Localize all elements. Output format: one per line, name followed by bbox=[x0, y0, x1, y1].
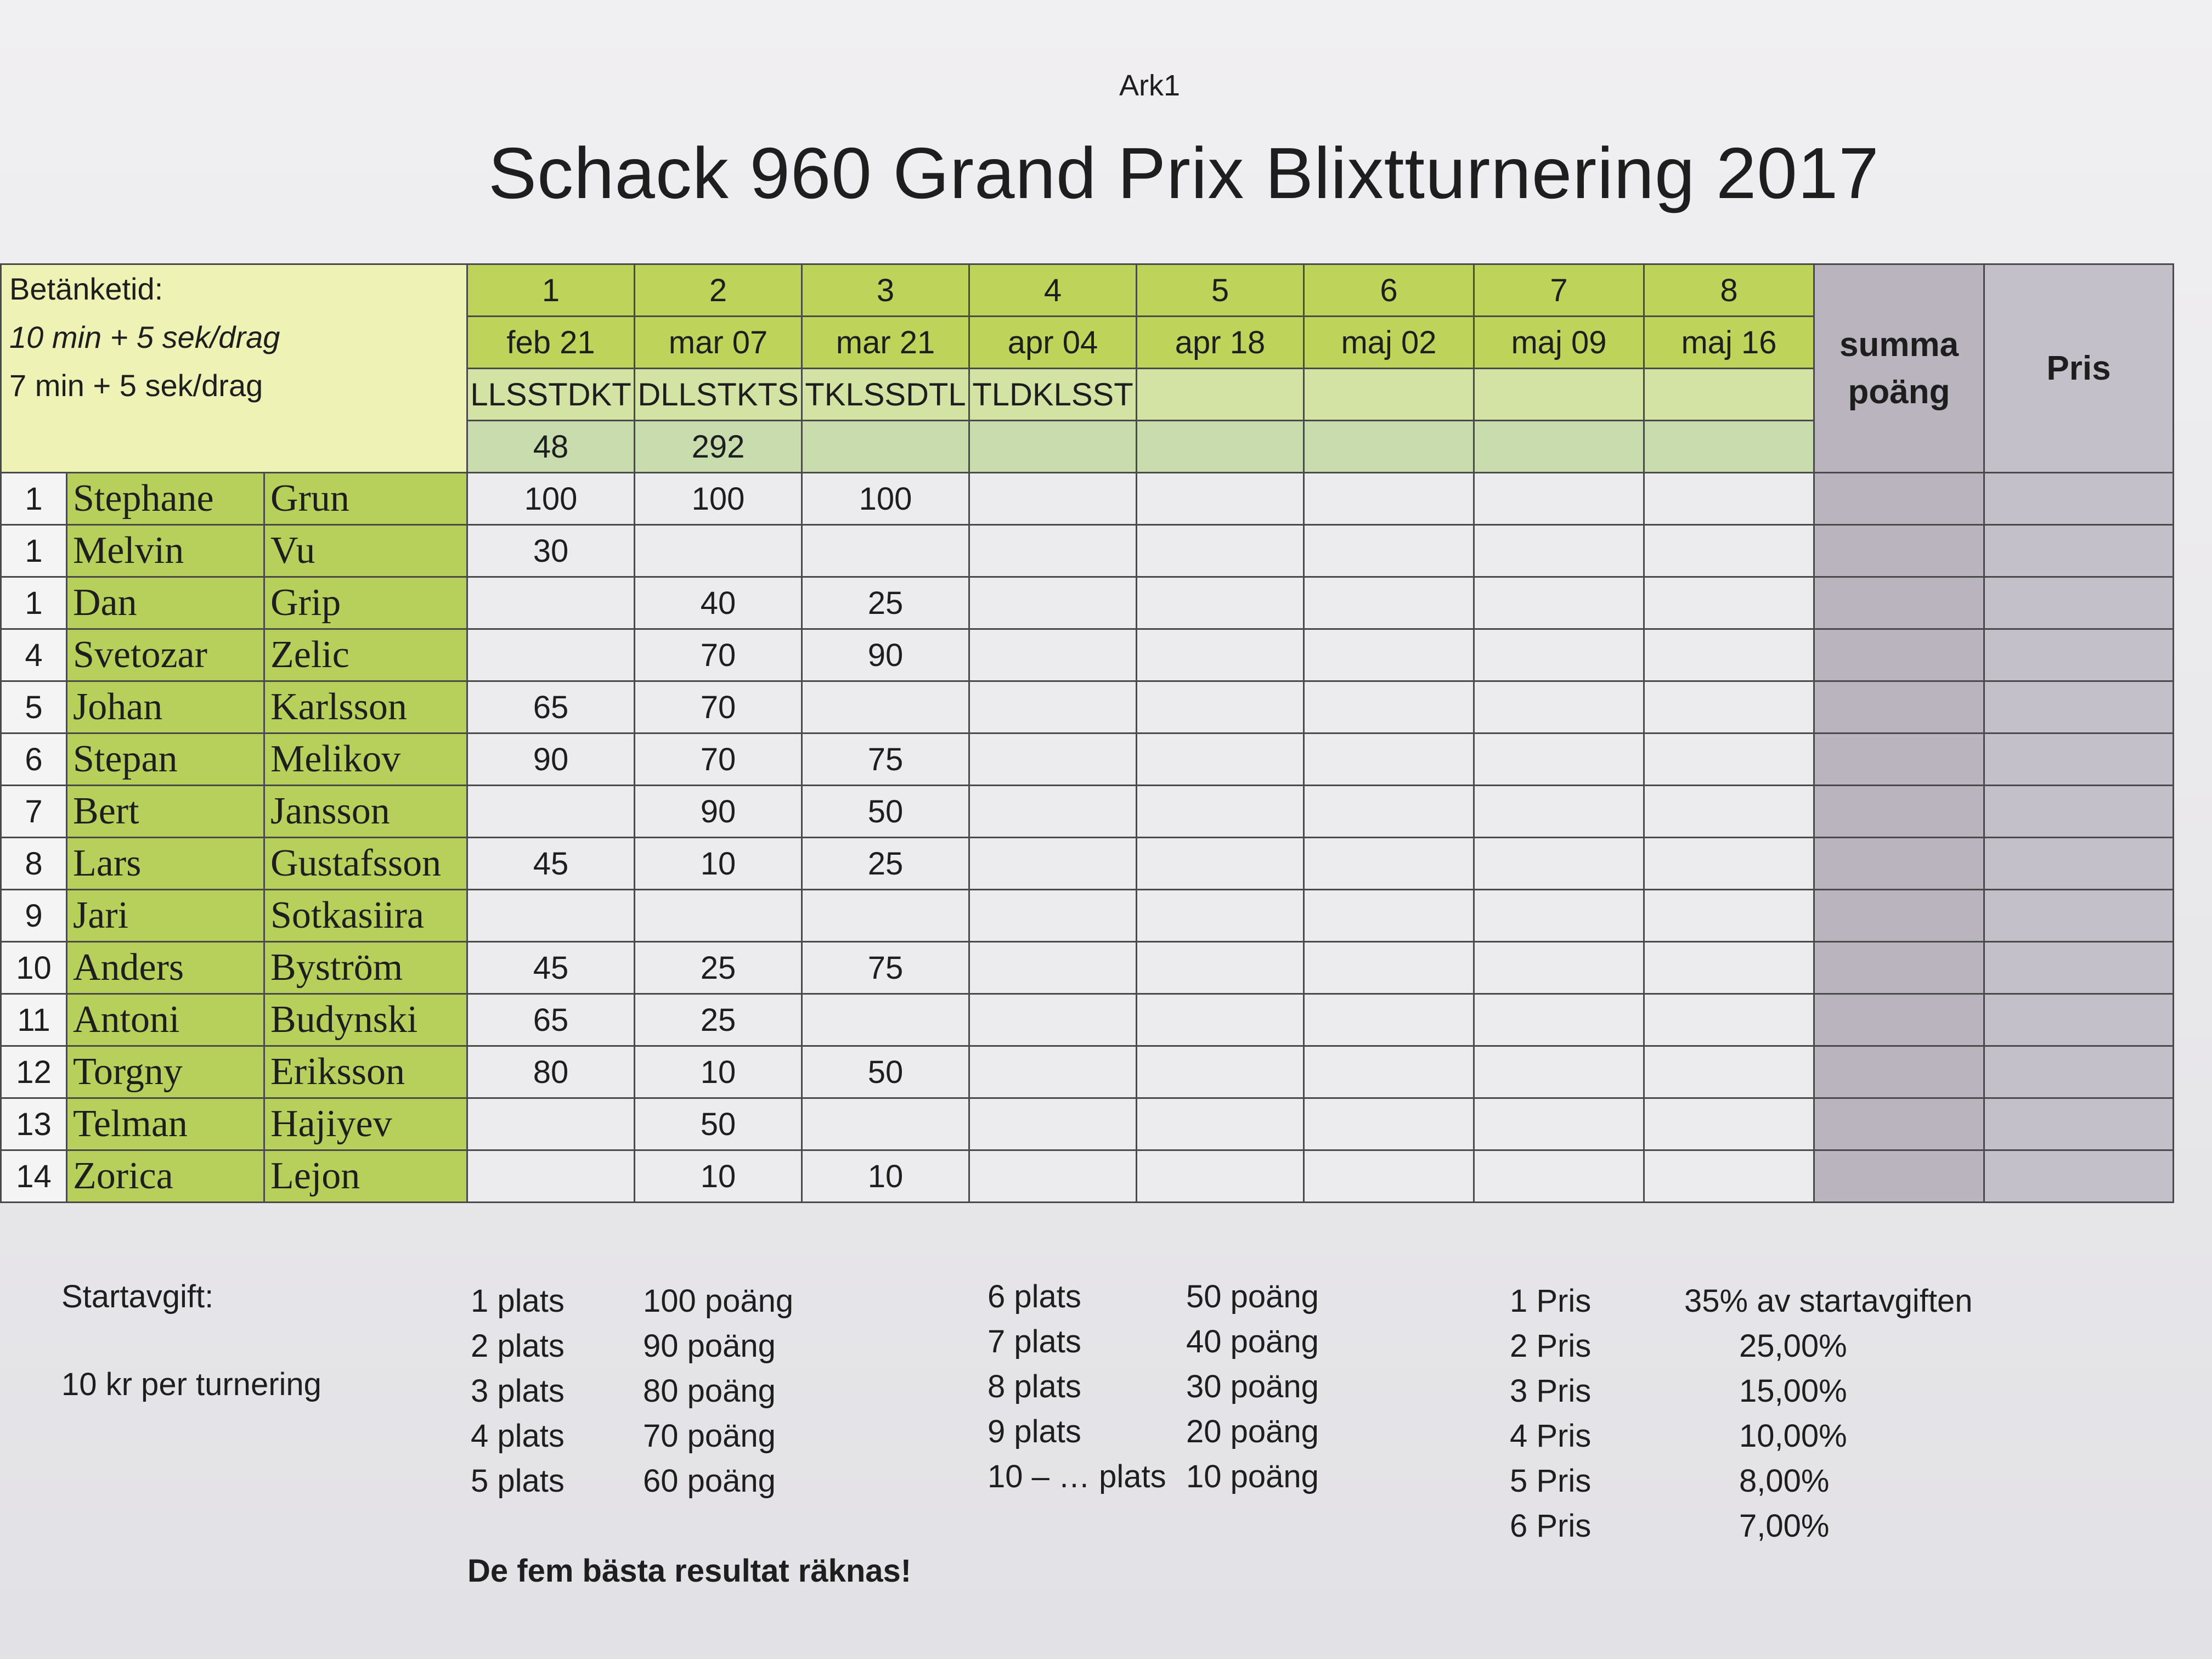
score-cell bbox=[1474, 733, 1644, 786]
player-last-name: Jansson bbox=[264, 786, 467, 838]
score-cell: 10 bbox=[635, 1046, 802, 1098]
prize-value: 7,00% bbox=[1739, 1508, 1830, 1544]
score-cell bbox=[1304, 1046, 1474, 1098]
prize-label: 2 Pris bbox=[1510, 1328, 1592, 1364]
player-rank: 8 bbox=[1, 838, 67, 890]
player-rank: 10 bbox=[1, 942, 67, 994]
player-last-name: Grun bbox=[264, 473, 467, 525]
score-cell bbox=[969, 1098, 1137, 1150]
round-number: 1 bbox=[467, 264, 635, 317]
round-date: mar 21 bbox=[802, 317, 969, 369]
score-cell: 70 bbox=[635, 733, 802, 786]
score-cell bbox=[802, 890, 969, 942]
player-rank: 1 bbox=[1, 525, 67, 577]
score-cell bbox=[1137, 890, 1304, 942]
prize-cell bbox=[1984, 733, 2174, 786]
round-date: apr 18 bbox=[1137, 317, 1304, 369]
score-cell bbox=[467, 890, 635, 942]
score-cell bbox=[969, 629, 1137, 681]
score-cell bbox=[1644, 577, 1814, 629]
score-cell bbox=[1304, 1150, 1474, 1203]
score-cell bbox=[1644, 890, 1814, 942]
points-value: 90 poäng bbox=[643, 1328, 776, 1364]
round-extra bbox=[1304, 421, 1474, 473]
prize-cell bbox=[1984, 942, 2174, 994]
player-last-name: Grip bbox=[264, 577, 467, 629]
sum-cell bbox=[1814, 629, 1984, 681]
score-cell bbox=[1474, 1150, 1644, 1203]
score-cell bbox=[1474, 838, 1644, 890]
round-date: apr 04 bbox=[969, 317, 1137, 369]
round-code: TLDKLSST bbox=[969, 369, 1137, 421]
score-cell bbox=[969, 525, 1137, 577]
score-cell bbox=[969, 1150, 1137, 1203]
score-cell bbox=[802, 1098, 969, 1150]
score-cell bbox=[1644, 942, 1814, 994]
score-cell bbox=[802, 525, 969, 577]
sum-cell bbox=[1814, 733, 1984, 786]
prize-cell bbox=[1984, 1150, 2174, 1203]
round-date: mar 07 bbox=[635, 317, 802, 369]
player-first-name: Melvin bbox=[67, 525, 264, 577]
score-cell bbox=[1644, 1150, 1814, 1203]
prize-label: 5 Pris bbox=[1510, 1463, 1592, 1499]
sum-cell bbox=[1814, 1046, 1984, 1098]
score-cell bbox=[1474, 681, 1644, 733]
player-first-name: Svetozar bbox=[67, 629, 264, 681]
table-row bbox=[1, 681, 2174, 733]
player-last-name: Melikov bbox=[264, 733, 467, 786]
round-code bbox=[1304, 369, 1474, 421]
round-number: 4 bbox=[969, 264, 1137, 317]
round-date: feb 21 bbox=[467, 317, 635, 369]
score-cell bbox=[1304, 473, 1474, 525]
place-label: 3 plats bbox=[471, 1373, 565, 1409]
score-cell bbox=[467, 577, 635, 629]
score-cell bbox=[1474, 473, 1644, 525]
score-cell: 50 bbox=[635, 1098, 802, 1150]
score-cell: 25 bbox=[802, 577, 969, 629]
score-cell: 25 bbox=[802, 838, 969, 890]
score-cell bbox=[1304, 838, 1474, 890]
prize-label: 3 Pris bbox=[1510, 1373, 1592, 1409]
summa-label: summa bbox=[1839, 325, 1959, 364]
player-rank: 5 bbox=[1, 681, 67, 733]
score-cell: 50 bbox=[802, 786, 969, 838]
player-rank: 9 bbox=[1, 890, 67, 942]
score-cell bbox=[1304, 629, 1474, 681]
score-cell: 50 bbox=[802, 1046, 969, 1098]
score-cell bbox=[969, 577, 1137, 629]
player-first-name: Torgny bbox=[67, 1046, 264, 1098]
score-cell bbox=[1137, 838, 1304, 890]
score-cell bbox=[635, 890, 802, 942]
score-cell bbox=[1137, 629, 1304, 681]
score-cell bbox=[1474, 629, 1644, 681]
round-date: maj 09 bbox=[1474, 317, 1644, 369]
score-cell bbox=[1474, 786, 1644, 838]
player-last-name: Hajiyev bbox=[264, 1098, 467, 1150]
score-cell bbox=[467, 786, 635, 838]
score-cell bbox=[1474, 1046, 1644, 1098]
sum-cell bbox=[1814, 473, 1984, 525]
player-last-name: Gustafsson bbox=[264, 838, 467, 890]
score-cell bbox=[1137, 577, 1304, 629]
score-cell bbox=[1304, 890, 1474, 942]
score-cell bbox=[969, 942, 1137, 994]
round-extra: 48 bbox=[467, 421, 635, 473]
place-label: 1 plats bbox=[471, 1283, 565, 1319]
score-cell: 70 bbox=[635, 681, 802, 733]
prize-cell bbox=[1984, 525, 2174, 577]
sum-cell bbox=[1814, 525, 1984, 577]
points-value: 50 poäng bbox=[1186, 1279, 1319, 1314]
sum-cell bbox=[1814, 890, 1984, 942]
score-cell bbox=[969, 786, 1137, 838]
prize-cell bbox=[1984, 890, 2174, 942]
player-first-name: Lars bbox=[67, 838, 264, 890]
round-extra: 292 bbox=[635, 421, 802, 473]
prize-cell bbox=[1984, 629, 2174, 681]
player-last-name: Budynski bbox=[264, 994, 467, 1046]
score-cell bbox=[969, 838, 1137, 890]
sum-cell bbox=[1814, 994, 1984, 1046]
score-cell bbox=[1137, 1098, 1304, 1150]
player-rank: 14 bbox=[1, 1150, 67, 1203]
prize-cell bbox=[1984, 577, 2174, 629]
player-last-name: Vu bbox=[264, 525, 467, 577]
score-cell bbox=[969, 733, 1137, 786]
table-row bbox=[1, 890, 2174, 942]
score-cell: 10 bbox=[635, 1150, 802, 1203]
score-cell bbox=[1137, 1150, 1304, 1203]
table-row bbox=[1, 577, 2174, 629]
round-number: 2 bbox=[635, 264, 802, 317]
round-number: 7 bbox=[1474, 264, 1644, 317]
round-number: 8 bbox=[1644, 264, 1814, 317]
round-date: maj 02 bbox=[1304, 317, 1474, 369]
score-cell bbox=[969, 994, 1137, 1046]
place-label: 9 plats bbox=[988, 1414, 1081, 1449]
player-rank: 1 bbox=[1, 473, 67, 525]
prize-cell bbox=[1984, 473, 2174, 525]
prize-cell bbox=[1984, 1046, 2174, 1098]
score-cell bbox=[467, 629, 635, 681]
score-cell bbox=[1137, 681, 1304, 733]
score-cell bbox=[467, 1098, 635, 1150]
prize-value: 10,00% bbox=[1739, 1418, 1847, 1454]
sum-cell bbox=[1814, 942, 1984, 994]
score-cell bbox=[969, 1046, 1137, 1098]
standings-table bbox=[0, 263, 2174, 1203]
rules-note: De fem bästa resultat räknas! bbox=[467, 1553, 912, 1589]
round-extra bbox=[802, 421, 969, 473]
sum-cell bbox=[1814, 786, 1984, 838]
player-first-name: Johan bbox=[67, 681, 264, 733]
score-cell: 10 bbox=[802, 1150, 969, 1203]
score-cell: 70 bbox=[635, 629, 802, 681]
round-extra bbox=[1137, 421, 1304, 473]
score-cell bbox=[969, 890, 1137, 942]
score-cell: 65 bbox=[467, 681, 635, 733]
score-cell bbox=[1644, 525, 1814, 577]
prize-value: 15,00% bbox=[1739, 1373, 1847, 1409]
place-label: 2 plats bbox=[471, 1328, 565, 1364]
score-cell bbox=[969, 473, 1137, 525]
player-first-name: Antoni bbox=[67, 994, 264, 1046]
score-cell bbox=[1304, 1098, 1474, 1150]
score-cell bbox=[1304, 681, 1474, 733]
points-value: 10 poäng bbox=[1186, 1459, 1319, 1494]
score-cell bbox=[1137, 525, 1304, 577]
place-label: 10 – … plats bbox=[988, 1459, 1166, 1494]
player-rank: 6 bbox=[1, 733, 67, 786]
score-cell bbox=[1644, 786, 1814, 838]
prize-value: 25,00% bbox=[1739, 1328, 1847, 1364]
player-last-name: Sotkasiira bbox=[264, 890, 467, 942]
score-cell bbox=[1137, 733, 1304, 786]
score-cell bbox=[635, 525, 802, 577]
place-label: 7 plats bbox=[988, 1324, 1081, 1359]
prize-label: 4 Pris bbox=[1510, 1418, 1592, 1454]
prize-value: 8,00% bbox=[1739, 1463, 1830, 1499]
prize-cell bbox=[1984, 838, 2174, 890]
sum-cell bbox=[1814, 1098, 1984, 1150]
score-cell: 25 bbox=[635, 942, 802, 994]
prize-cell bbox=[1984, 1098, 2174, 1150]
points-value: 60 poäng bbox=[643, 1463, 776, 1499]
score-cell: 30 bbox=[467, 525, 635, 577]
player-last-name: Lejon bbox=[264, 1150, 467, 1203]
header-row-numbers bbox=[1, 264, 2174, 317]
score-cell: 10 bbox=[635, 838, 802, 890]
table-row bbox=[1, 786, 2174, 838]
poang-label: poäng bbox=[1848, 373, 1950, 411]
player-last-name: Byström bbox=[264, 942, 467, 994]
time-control-2: 7 min + 5 sek/drag bbox=[9, 368, 263, 403]
score-cell: 40 bbox=[635, 577, 802, 629]
prize-label: 1 Pris bbox=[1510, 1283, 1592, 1319]
page-title: Schack 960 Grand Prix Blixtturnering 2017 bbox=[488, 133, 1880, 213]
score-cell bbox=[1644, 838, 1814, 890]
score-cell bbox=[1644, 473, 1814, 525]
prize-cell bbox=[1984, 786, 2174, 838]
player-first-name: Zorica bbox=[67, 1150, 264, 1203]
time-label: Betänketid: bbox=[9, 272, 163, 306]
round-number: 6 bbox=[1304, 264, 1474, 317]
points-value: 80 poäng bbox=[643, 1373, 776, 1409]
round-code bbox=[1474, 369, 1644, 421]
round-extra bbox=[1474, 421, 1644, 473]
player-first-name: Jari bbox=[67, 890, 264, 942]
score-cell bbox=[1137, 1046, 1304, 1098]
score-cell: 25 bbox=[635, 994, 802, 1046]
score-cell bbox=[1644, 994, 1814, 1046]
table-row bbox=[1, 1046, 2174, 1098]
score-cell bbox=[467, 1150, 635, 1203]
table-row bbox=[1, 838, 2174, 890]
player-first-name: Dan bbox=[67, 577, 264, 629]
round-extra bbox=[1644, 421, 1814, 473]
place-label: 5 plats bbox=[471, 1463, 565, 1499]
player-first-name: Bert bbox=[67, 786, 264, 838]
round-extra bbox=[969, 421, 1137, 473]
fee-label: Startavgift: bbox=[61, 1279, 214, 1314]
prize-label: 6 Pris bbox=[1510, 1508, 1592, 1544]
score-cell: 75 bbox=[802, 733, 969, 786]
round-code: DLLSTKTS bbox=[635, 369, 802, 421]
score-cell bbox=[1304, 525, 1474, 577]
score-cell bbox=[1137, 994, 1304, 1046]
score-cell bbox=[1474, 942, 1644, 994]
table-row bbox=[1, 473, 2174, 525]
place-label: 8 plats bbox=[988, 1369, 1081, 1404]
player-first-name: Stephane bbox=[67, 473, 264, 525]
sum-cell bbox=[1814, 1150, 1984, 1203]
player-rank: 1 bbox=[1, 577, 67, 629]
score-cell: 90 bbox=[467, 733, 635, 786]
sum-cell bbox=[1814, 681, 1984, 733]
round-code: TKLSSDTL bbox=[802, 369, 969, 421]
score-cell bbox=[1474, 525, 1644, 577]
score-cell: 100 bbox=[467, 473, 635, 525]
score-cell bbox=[969, 681, 1137, 733]
score-cell: 90 bbox=[802, 629, 969, 681]
player-first-name: Anders bbox=[67, 942, 264, 994]
score-cell bbox=[1137, 473, 1304, 525]
player-rank: 4 bbox=[1, 629, 67, 681]
score-cell: 65 bbox=[467, 994, 635, 1046]
score-cell bbox=[1474, 577, 1644, 629]
score-cell bbox=[1304, 994, 1474, 1046]
score-cell: 45 bbox=[467, 838, 635, 890]
round-number: 5 bbox=[1137, 264, 1304, 317]
round-code bbox=[1137, 369, 1304, 421]
round-date: maj 16 bbox=[1644, 317, 1814, 369]
player-rank: 11 bbox=[1, 994, 67, 1046]
score-cell bbox=[1304, 733, 1474, 786]
round-number: 3 bbox=[802, 264, 969, 317]
player-rank: 13 bbox=[1, 1098, 67, 1150]
round-code: LLSSTDKT bbox=[467, 369, 635, 421]
points-value: 30 poäng bbox=[1186, 1369, 1319, 1404]
prize-cell bbox=[1984, 681, 2174, 733]
player-rank: 12 bbox=[1, 1046, 67, 1098]
points-value: 100 poäng bbox=[643, 1283, 794, 1319]
player-last-name: Eriksson bbox=[264, 1046, 467, 1098]
table-row bbox=[1, 1098, 2174, 1150]
sum-cell bbox=[1814, 577, 1984, 629]
player-rank: 7 bbox=[1, 786, 67, 838]
score-cell bbox=[802, 994, 969, 1046]
points-value: 20 poäng bbox=[1186, 1414, 1319, 1449]
table-row bbox=[1, 629, 2174, 681]
score-cell bbox=[1644, 629, 1814, 681]
sum-cell bbox=[1814, 838, 1984, 890]
summa-header bbox=[1814, 264, 1984, 473]
prize-cell bbox=[1984, 994, 2174, 1046]
sheet-label: Ark1 bbox=[1119, 69, 1181, 102]
table-row bbox=[1, 733, 2174, 786]
player-last-name: Karlsson bbox=[264, 681, 467, 733]
pris-header: Pris bbox=[1984, 264, 2174, 473]
time-control-1: 10 min + 5 sek/drag bbox=[9, 320, 280, 354]
table-row bbox=[1, 1150, 2174, 1203]
score-cell bbox=[1474, 890, 1644, 942]
score-cell bbox=[1644, 681, 1814, 733]
table-row bbox=[1, 942, 2174, 994]
points-value: 40 poäng bbox=[1186, 1324, 1319, 1359]
time-control-cell bbox=[1, 264, 467, 473]
score-cell: 75 bbox=[802, 942, 969, 994]
score-cell: 90 bbox=[635, 786, 802, 838]
score-cell: 100 bbox=[802, 473, 969, 525]
score-cell: 80 bbox=[467, 1046, 635, 1098]
round-code bbox=[1644, 369, 1814, 421]
score-cell bbox=[1304, 942, 1474, 994]
table-row bbox=[1, 525, 2174, 577]
score-cell: 45 bbox=[467, 942, 635, 994]
place-label: 4 plats bbox=[471, 1418, 565, 1454]
points-value: 70 poäng bbox=[643, 1418, 776, 1454]
fee-value: 10 kr per turnering bbox=[61, 1367, 321, 1402]
score-cell bbox=[1644, 1098, 1814, 1150]
score-cell bbox=[1474, 1098, 1644, 1150]
score-cell bbox=[1137, 942, 1304, 994]
score-cell bbox=[1304, 786, 1474, 838]
player-last-name: Zelic bbox=[264, 629, 467, 681]
score-cell bbox=[1304, 577, 1474, 629]
score-cell bbox=[1474, 994, 1644, 1046]
score-cell: 100 bbox=[635, 473, 802, 525]
score-cell bbox=[802, 681, 969, 733]
score-cell bbox=[1644, 733, 1814, 786]
player-first-name: Stepan bbox=[67, 733, 264, 786]
prize-value: 35% av startavgiften bbox=[1684, 1283, 1973, 1319]
table-row bbox=[1, 994, 2174, 1046]
score-cell bbox=[1644, 1046, 1814, 1098]
score-cell bbox=[1137, 786, 1304, 838]
place-label: 6 plats bbox=[988, 1279, 1081, 1314]
player-first-name: Telman bbox=[67, 1098, 264, 1150]
